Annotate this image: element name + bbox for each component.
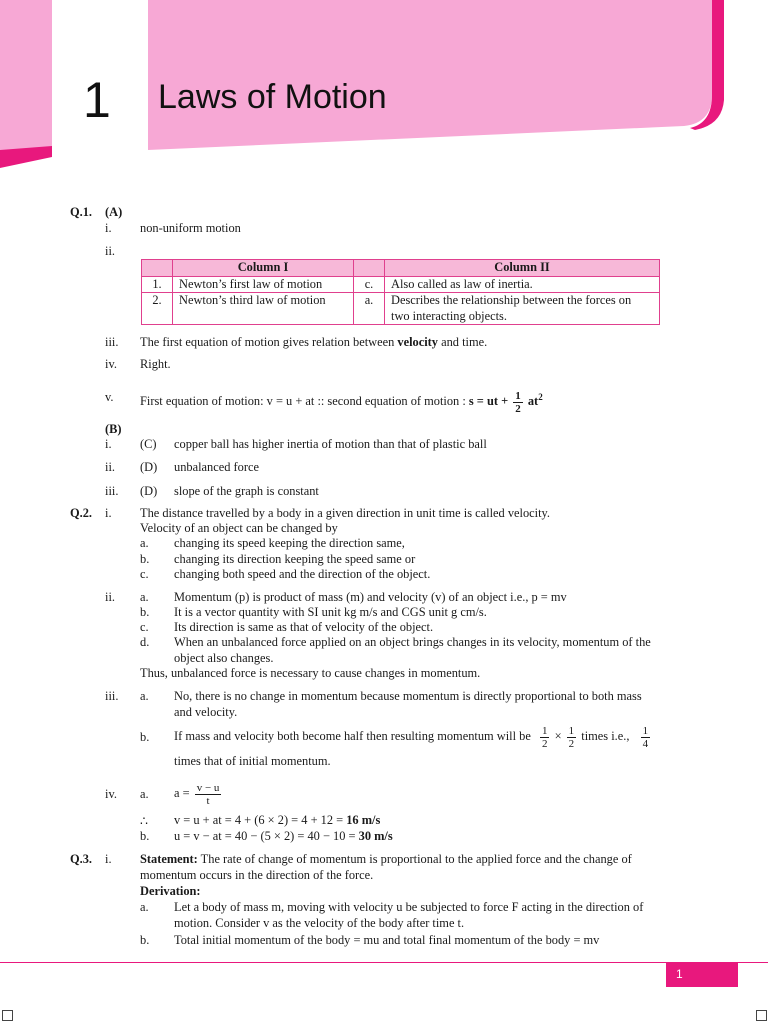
- fraction-v-minus-u-over-t: $\frac{v - u}{t}$: [196, 781, 220, 807]
- q1-b-ii-opt: (D): [140, 460, 158, 474]
- q2-iii-b-ie: times i.e.,: [581, 729, 630, 743]
- q2-i-line1: The distance travelled by a body in a given direction in unit time is called velocity.: [140, 506, 551, 520]
- list-item: Its direction is same as that of velocity of the object.: [174, 620, 434, 634]
- q1-iii-num: iii.: [105, 335, 119, 349]
- list-item-key: d.: [140, 635, 150, 649]
- list-item: Momentum (p) is product of mass (m) and velocity (v) of an object i.e., p = mv: [174, 590, 567, 604]
- q1-b-ii-text: unbalanced force: [174, 460, 259, 474]
- header-banner: [0, 0, 768, 170]
- row-col1: Newton’s third law of motion: [173, 293, 354, 325]
- list-item-cont: motion. Consider v as the velocity of the body after time t.: [174, 916, 465, 930]
- q1-b-iii-text: slope of the graph is constant: [174, 484, 319, 498]
- list-item-key: a.: [140, 787, 149, 801]
- q1-v-at: at: [527, 394, 539, 409]
- row-col2: Also called as law of inertia.: [385, 276, 660, 293]
- list-item: changing its speed keeping the direction same,: [174, 536, 405, 550]
- q1-v-s-eq: s = ut +: [468, 394, 509, 409]
- list-item-key: b.: [140, 933, 150, 947]
- q1-iv-text: Right.: [140, 357, 171, 371]
- q2-iii-num: iii.: [105, 689, 119, 703]
- q1-i-text: non-uniform motion: [140, 221, 241, 235]
- q1-iii-text: [140, 335, 487, 350]
- q2-ii-thus: Thus, unbalanced force is necessary to cause changes in momentum.: [140, 666, 481, 680]
- list-item-cont: object also changes.: [174, 651, 274, 665]
- list-item: When an unbalanced force applied on an object brings changes in its velocity, momentum of the: [174, 635, 651, 649]
- list-item: changing its direction keeping the speed same or: [174, 552, 416, 566]
- q1-part-a: (A): [105, 205, 123, 219]
- list-item-key: b.: [140, 552, 150, 566]
- row-key: a.: [354, 293, 385, 325]
- list-item-cont: times that of initial momentum.: [174, 754, 331, 768]
- q2-iii-b-pre: If mass and velocity both become half then resulting momentum will be: [174, 729, 531, 743]
- q3-statement-text: The rate of change of momentum is proportional to the applied force and the change of: [197, 852, 632, 866]
- q2-i-line2: Velocity of an object can be changed by: [140, 521, 338, 535]
- list-item: It is a vector quantity with SI unit kg m/s and CGS unit g cm/s.: [174, 605, 487, 619]
- list-item: changing both speed and the direction of the object.: [174, 567, 431, 581]
- q2-label: Q.2.: [70, 506, 93, 520]
- col1-header: Column I: [173, 260, 354, 277]
- q2-iv-line2: [174, 813, 380, 828]
- q2-iv-line3: [174, 829, 393, 844]
- q1-iii-bold: velocity: [397, 335, 438, 349]
- q2-iv-a-pre: a =: [174, 786, 190, 800]
- fraction-quarter: $\frac{1}{4}$: [642, 724, 649, 750]
- q1-part-b: (B): [105, 422, 122, 436]
- row-col2: [385, 293, 660, 325]
- page-number: 1: [676, 967, 683, 981]
- corner-mark-icon: [756, 1010, 767, 1021]
- row-number: 2.: [142, 293, 173, 325]
- q2-iii-b-text: [174, 718, 652, 754]
- q1-b-i-text: copper ball has higher inertia of motion than that of plastic ball: [174, 437, 487, 451]
- list-item: No, there is no change in momentum because momentum is directly proportional to both mass: [174, 689, 642, 703]
- q1-ii-num: ii.: [105, 244, 115, 258]
- table-row: [142, 293, 660, 325]
- q3-statement: [140, 852, 700, 867]
- q1-iii-pre: The first equation of motion gives relation between: [140, 335, 398, 349]
- q1-b-iii-opt: (D): [140, 484, 158, 498]
- q1-b-iii-num: iii.: [105, 484, 119, 498]
- list-item-key: b.: [140, 829, 150, 843]
- list-item-key: b.: [140, 730, 150, 744]
- q2-iv-l2-result: 16 m/s: [346, 813, 381, 827]
- list-item: Total initial momentum of the body = mu and total final momentum of the body = mv: [174, 933, 600, 947]
- q2-iv-l2-pre: v = u + at = 4 + (6 × 2) = 4 + 12 =: [174, 813, 347, 827]
- q2-iv-num: iv.: [105, 787, 117, 801]
- q3-statement-cont: momentum occurs in the direction of the force.: [140, 868, 374, 882]
- list-item-key: a.: [140, 900, 149, 914]
- q3-statement-label: Statement:: [140, 852, 198, 866]
- list-item-key: a.: [140, 536, 149, 550]
- fraction-half: $\frac{1}{2}$: [541, 724, 548, 750]
- row-col1: Newton’s first law of motion: [173, 276, 354, 293]
- q1-iii-post: and time.: [438, 335, 488, 349]
- list-item-key: c.: [140, 567, 149, 581]
- row-key: c.: [354, 276, 385, 293]
- q1-v-pre: First equation of motion: v = u + at :: second equation of motion :: [140, 394, 469, 409]
- q1-v-sup: 2: [538, 392, 543, 402]
- q2-i-num: i.: [105, 506, 112, 520]
- q2-iv-a-eq: [174, 775, 223, 811]
- row-number: 1.: [142, 276, 173, 293]
- q2-ii-num: ii.: [105, 590, 115, 604]
- chapter-number: 1: [83, 72, 111, 128]
- row-col2-line2: two interacting objects.: [391, 308, 507, 323]
- therefore-sign: ∴: [140, 814, 148, 828]
- table-row: [142, 276, 660, 293]
- q1-v-num: v.: [105, 390, 114, 404]
- corner-mark-icon: [2, 1010, 13, 1021]
- q3-num: i.: [105, 852, 112, 866]
- row-col2-line1: Describes the relationship between the forces on: [391, 293, 632, 307]
- times-sign: ×: [554, 729, 562, 743]
- list-item-key: a.: [140, 689, 149, 703]
- q1-v-text: [140, 379, 543, 419]
- list-item: Let a body of mass m, moving with velocity u be subjected to force F acting in the direction of: [174, 900, 644, 914]
- q1-label: Q.1.: [70, 205, 93, 219]
- fraction-half: $\frac{1}{2}$: [568, 724, 575, 750]
- q1-iv-num: iv.: [105, 357, 117, 371]
- list-item-cont: and velocity.: [174, 705, 238, 719]
- q1-b-i-opt: (C): [140, 437, 157, 451]
- list-item-key: b.: [140, 605, 150, 619]
- q1-i-num: i.: [105, 221, 112, 235]
- fraction-half: $\frac{1}{2}$: [515, 389, 521, 415]
- list-item-key: c.: [140, 620, 149, 634]
- col2-header: Column II: [385, 260, 660, 277]
- footer-rule: [0, 962, 768, 963]
- q2-iv-l3-pre: u = v − at = 40 − (5 × 2) = 40 − 10 =: [174, 829, 359, 843]
- chapter-title: Laws of Motion: [158, 78, 387, 116]
- match-table: [141, 259, 660, 325]
- q3-label: Q.3.: [70, 852, 93, 866]
- q2-iv-l3-result: 30 m/s: [358, 829, 393, 843]
- q1-b-i-num: i.: [105, 437, 112, 451]
- q3-derivation: Derivation:: [140, 884, 201, 898]
- q1-b-ii-num: ii.: [105, 460, 115, 474]
- list-item-key: a.: [140, 590, 149, 604]
